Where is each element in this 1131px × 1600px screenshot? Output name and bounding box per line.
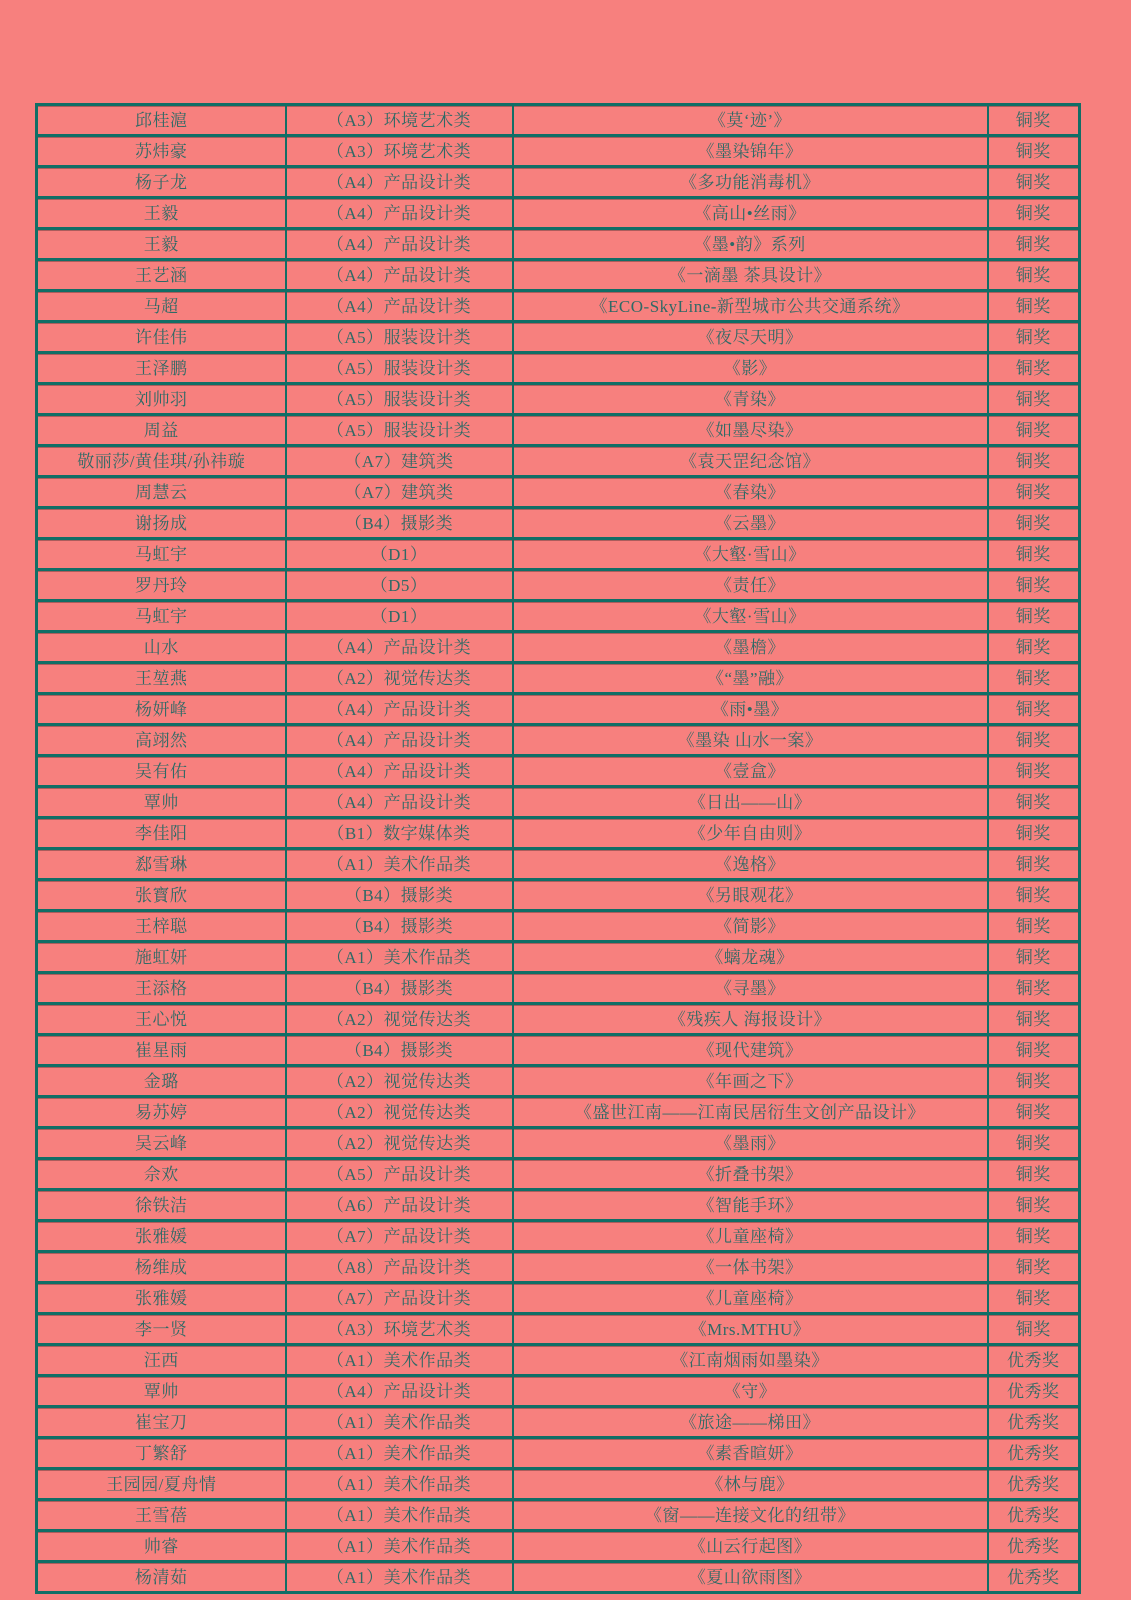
cell-name: 杨清茹 bbox=[37, 1562, 286, 1593]
cell-category: （B1）数字媒体类 bbox=[286, 818, 513, 849]
cell-name: 邱桂滬 bbox=[37, 105, 286, 136]
cell-award: 优秀奖 bbox=[988, 1376, 1080, 1407]
cell-category: （A2）视觉传达类 bbox=[286, 1066, 513, 1097]
cell-award: 优秀奖 bbox=[988, 1438, 1080, 1469]
cell-award: 铜奖 bbox=[988, 663, 1080, 694]
cell-award: 铜奖 bbox=[988, 1097, 1080, 1128]
table-row bbox=[37, 663, 1080, 694]
cell-name: 李佳阳 bbox=[37, 818, 286, 849]
cell-name: 张寳欣 bbox=[37, 880, 286, 911]
awards-table bbox=[35, 103, 1081, 1594]
cell-name: 吴云峰 bbox=[37, 1128, 286, 1159]
cell-category: （A1）美术作品类 bbox=[286, 1438, 513, 1469]
cell-category: （A1）美术作品类 bbox=[286, 849, 513, 880]
table-row bbox=[37, 880, 1080, 911]
cell-award: 铜奖 bbox=[988, 508, 1080, 539]
table-row bbox=[37, 725, 1080, 756]
cell-name: 王毅 bbox=[37, 198, 286, 229]
cell-category: （A3）环境艺术类 bbox=[286, 136, 513, 167]
cell-category: （A7）建筑类 bbox=[286, 446, 513, 477]
table-row bbox=[37, 756, 1080, 787]
cell-category: （A1）美术作品类 bbox=[286, 1562, 513, 1593]
cell-work: 《影》 bbox=[513, 353, 988, 384]
cell-category: （A5）服装设计类 bbox=[286, 322, 513, 353]
table-row bbox=[37, 1345, 1080, 1376]
cell-work: 《守》 bbox=[513, 1376, 988, 1407]
cell-work: 《“墨”融》 bbox=[513, 663, 988, 694]
table-row bbox=[37, 849, 1080, 880]
cell-award: 优秀奖 bbox=[988, 1500, 1080, 1531]
table-row bbox=[37, 105, 1080, 136]
cell-award: 铜奖 bbox=[988, 353, 1080, 384]
table-row bbox=[37, 694, 1080, 725]
cell-work: 《云墨》 bbox=[513, 508, 988, 539]
cell-work: 《螭龙魂》 bbox=[513, 942, 988, 973]
table-row bbox=[37, 1035, 1080, 1066]
table-row bbox=[37, 1004, 1080, 1035]
cell-work: 《墨檐》 bbox=[513, 632, 988, 663]
cell-category: （A4）产品设计类 bbox=[286, 260, 513, 291]
table-row bbox=[37, 818, 1080, 849]
cell-award: 铜奖 bbox=[988, 756, 1080, 787]
table-row bbox=[37, 1283, 1080, 1314]
table-row bbox=[37, 1190, 1080, 1221]
cell-name: 王梓聪 bbox=[37, 911, 286, 942]
cell-name: 金璐 bbox=[37, 1066, 286, 1097]
cell-category: （A4）产品设计类 bbox=[286, 291, 513, 322]
table-row bbox=[37, 1531, 1080, 1562]
cell-award: 铜奖 bbox=[988, 570, 1080, 601]
cell-category: （A7）产品设计类 bbox=[286, 1283, 513, 1314]
cell-award: 铜奖 bbox=[988, 105, 1080, 136]
cell-category: （D1） bbox=[286, 601, 513, 632]
cell-work: 《大壑·雪山》 bbox=[513, 601, 988, 632]
cell-work: 《年画之下》 bbox=[513, 1066, 988, 1097]
cell-work: 《旅途——梯田》 bbox=[513, 1407, 988, 1438]
cell-award: 铜奖 bbox=[988, 911, 1080, 942]
table-row bbox=[37, 198, 1080, 229]
cell-award: 铜奖 bbox=[988, 446, 1080, 477]
cell-work: 《逸格》 bbox=[513, 849, 988, 880]
table-row bbox=[37, 1500, 1080, 1531]
cell-name: 周慧云 bbox=[37, 477, 286, 508]
cell-name: 杨妍峰 bbox=[37, 694, 286, 725]
table-row bbox=[37, 167, 1080, 198]
cell-category: （D1） bbox=[286, 539, 513, 570]
cell-category: （B4）摄影类 bbox=[286, 508, 513, 539]
table-row bbox=[37, 1252, 1080, 1283]
cell-award: 优秀奖 bbox=[988, 1562, 1080, 1593]
table-row bbox=[37, 1562, 1080, 1593]
cell-award: 铜奖 bbox=[988, 229, 1080, 260]
table-row bbox=[37, 446, 1080, 477]
cell-award: 优秀奖 bbox=[988, 1469, 1080, 1500]
cell-work: 《大壑·雪山》 bbox=[513, 539, 988, 570]
cell-work: 《江南烟雨如墨染》 bbox=[513, 1345, 988, 1376]
table-row bbox=[37, 570, 1080, 601]
cell-name: 王心悦 bbox=[37, 1004, 286, 1035]
cell-name: 覃帅 bbox=[37, 787, 286, 818]
cell-category: （A1）美术作品类 bbox=[286, 1345, 513, 1376]
cell-category: （B4）摄影类 bbox=[286, 973, 513, 1004]
cell-name: 崔星雨 bbox=[37, 1035, 286, 1066]
cell-name: 丁繁舒 bbox=[37, 1438, 286, 1469]
cell-work: 《智能手环》 bbox=[513, 1190, 988, 1221]
cell-name: 杨子龙 bbox=[37, 167, 286, 198]
table-row bbox=[37, 384, 1080, 415]
cell-category: （A4）产品设计类 bbox=[286, 1376, 513, 1407]
cell-name: 罗丹玲 bbox=[37, 570, 286, 601]
cell-category: （A5）服装设计类 bbox=[286, 415, 513, 446]
cell-award: 铜奖 bbox=[988, 601, 1080, 632]
cell-category: （A1）美术作品类 bbox=[286, 942, 513, 973]
cell-award: 铜奖 bbox=[988, 632, 1080, 663]
cell-category: （A1）美术作品类 bbox=[286, 1500, 513, 1531]
cell-name: 李一贤 bbox=[37, 1314, 286, 1345]
cell-category: （A4）产品设计类 bbox=[286, 725, 513, 756]
cell-work: 《青染》 bbox=[513, 384, 988, 415]
cell-name: 敬丽莎/黄佳琪/孙祎璇 bbox=[37, 446, 286, 477]
cell-work: 《袁天罡纪念馆》 bbox=[513, 446, 988, 477]
table-row bbox=[37, 1314, 1080, 1345]
cell-name: 佘欢 bbox=[37, 1159, 286, 1190]
cell-work: 《夏山欲雨图》 bbox=[513, 1562, 988, 1593]
table-row bbox=[37, 136, 1080, 167]
cell-category: （A4）产品设计类 bbox=[286, 756, 513, 787]
cell-category: （A7）产品设计类 bbox=[286, 1221, 513, 1252]
cell-category: （A4）产品设计类 bbox=[286, 167, 513, 198]
cell-category: （A1）美术作品类 bbox=[286, 1531, 513, 1562]
table-row bbox=[37, 1438, 1080, 1469]
cell-category: （A4）产品设计类 bbox=[286, 787, 513, 818]
cell-category: （A5）产品设计类 bbox=[286, 1159, 513, 1190]
cell-name: 山水 bbox=[37, 632, 286, 663]
cell-award: 铜奖 bbox=[988, 539, 1080, 570]
table-row bbox=[37, 1221, 1080, 1252]
cell-name: 王毅 bbox=[37, 229, 286, 260]
cell-work: 《一体书架》 bbox=[513, 1252, 988, 1283]
cell-work: 《Mrs.MTHU》 bbox=[513, 1314, 988, 1345]
cell-category: （A5）服装设计类 bbox=[286, 353, 513, 384]
cell-award: 铜奖 bbox=[988, 136, 1080, 167]
cell-work: 《折叠书架》 bbox=[513, 1159, 988, 1190]
cell-award: 铜奖 bbox=[988, 942, 1080, 973]
cell-award: 铜奖 bbox=[988, 477, 1080, 508]
cell-work: 《少年自由则》 bbox=[513, 818, 988, 849]
cell-category: （A6）产品设计类 bbox=[286, 1190, 513, 1221]
cell-work: 《残疾人 海报设计》 bbox=[513, 1004, 988, 1035]
cell-work: 《墨染 山水一案》 bbox=[513, 725, 988, 756]
cell-category: （A4）产品设计类 bbox=[286, 632, 513, 663]
cell-award: 铜奖 bbox=[988, 384, 1080, 415]
cell-work: 《现代建筑》 bbox=[513, 1035, 988, 1066]
cell-work: 《一滴墨 茶具设计》 bbox=[513, 260, 988, 291]
cell-category: （A7）建筑类 bbox=[286, 477, 513, 508]
cell-work: 《素香暄妍》 bbox=[513, 1438, 988, 1469]
cell-work: 《窗——连接文化的纽带》 bbox=[513, 1500, 988, 1531]
cell-work: 《儿童座椅》 bbox=[513, 1221, 988, 1252]
cell-category: （A2）视觉传达类 bbox=[286, 1128, 513, 1159]
cell-name: 郄雪琳 bbox=[37, 849, 286, 880]
cell-award: 铜奖 bbox=[988, 849, 1080, 880]
cell-award: 铜奖 bbox=[988, 725, 1080, 756]
cell-name: 马超 bbox=[37, 291, 286, 322]
cell-work: 《日出——山》 bbox=[513, 787, 988, 818]
cell-name: 崔宝刀 bbox=[37, 1407, 286, 1438]
cell-name: 刘帅羽 bbox=[37, 384, 286, 415]
table-row bbox=[37, 477, 1080, 508]
cell-work: 《责任》 bbox=[513, 570, 988, 601]
table-row bbox=[37, 1376, 1080, 1407]
cell-work: 《如墨尽染》 bbox=[513, 415, 988, 446]
cell-work: 《雨•墨》 bbox=[513, 694, 988, 725]
cell-category: （B4）摄影类 bbox=[286, 880, 513, 911]
cell-name: 张雅媛 bbox=[37, 1283, 286, 1314]
cell-award: 铜奖 bbox=[988, 1035, 1080, 1066]
cell-work: 《春染》 bbox=[513, 477, 988, 508]
cell-award: 铜奖 bbox=[988, 322, 1080, 353]
table-row bbox=[37, 942, 1080, 973]
cell-name: 马虹宇 bbox=[37, 539, 286, 570]
table-row bbox=[37, 415, 1080, 446]
cell-work: 《壹盒》 bbox=[513, 756, 988, 787]
cell-award: 铜奖 bbox=[988, 694, 1080, 725]
cell-award: 铜奖 bbox=[988, 1252, 1080, 1283]
table-row bbox=[37, 322, 1080, 353]
cell-work: 《ECO-SkyLine-新型城市公共交通系统》 bbox=[513, 291, 988, 322]
cell-category: （A2）视觉传达类 bbox=[286, 1004, 513, 1035]
cell-name: 吴有佑 bbox=[37, 756, 286, 787]
cell-name: 王雪蓓 bbox=[37, 1500, 286, 1531]
table-row bbox=[37, 787, 1080, 818]
cell-name: 马虹宇 bbox=[37, 601, 286, 632]
cell-category: （B4）摄影类 bbox=[286, 1035, 513, 1066]
cell-award: 铜奖 bbox=[988, 167, 1080, 198]
cell-name: 王添格 bbox=[37, 973, 286, 1004]
cell-work: 《高山•丝雨》 bbox=[513, 198, 988, 229]
cell-category: （A1）美术作品类 bbox=[286, 1407, 513, 1438]
cell-name: 杨维成 bbox=[37, 1252, 286, 1283]
cell-award: 铜奖 bbox=[988, 1283, 1080, 1314]
cell-name: 帅睿 bbox=[37, 1531, 286, 1562]
cell-name: 苏炜豪 bbox=[37, 136, 286, 167]
table-row bbox=[37, 973, 1080, 1004]
cell-category: （D5） bbox=[286, 570, 513, 601]
table-row bbox=[37, 508, 1080, 539]
cell-work: 《简影》 bbox=[513, 911, 988, 942]
cell-name: 施虹妍 bbox=[37, 942, 286, 973]
cell-award: 铜奖 bbox=[988, 291, 1080, 322]
cell-work: 《莫‘迹’》 bbox=[513, 105, 988, 136]
cell-award: 优秀奖 bbox=[988, 1531, 1080, 1562]
cell-category: （A2）视觉传达类 bbox=[286, 663, 513, 694]
cell-category: （A5）服装设计类 bbox=[286, 384, 513, 415]
cell-name: 徐铁洁 bbox=[37, 1190, 286, 1221]
cell-award: 铜奖 bbox=[988, 973, 1080, 1004]
cell-award: 铜奖 bbox=[988, 1066, 1080, 1097]
table-row bbox=[37, 632, 1080, 663]
table-row bbox=[37, 1066, 1080, 1097]
cell-category: （A8）产品设计类 bbox=[286, 1252, 513, 1283]
table-row bbox=[37, 1128, 1080, 1159]
cell-award: 铜奖 bbox=[988, 260, 1080, 291]
awards-table-body bbox=[37, 105, 1080, 1593]
table-row bbox=[37, 229, 1080, 260]
cell-category: （A2）视觉传达类 bbox=[286, 1097, 513, 1128]
cell-work: 《寻墨》 bbox=[513, 973, 988, 1004]
table-row bbox=[37, 601, 1080, 632]
cell-category: （A4）产品设计类 bbox=[286, 694, 513, 725]
cell-category: （B4）摄影类 bbox=[286, 911, 513, 942]
cell-award: 铜奖 bbox=[988, 1314, 1080, 1345]
cell-award: 优秀奖 bbox=[988, 1407, 1080, 1438]
cell-work: 《儿童座椅》 bbox=[513, 1283, 988, 1314]
cell-name: 王泽鹏 bbox=[37, 353, 286, 384]
cell-work: 《盛世江南——江南民居衍生文创产品设计》 bbox=[513, 1097, 988, 1128]
table-row bbox=[37, 539, 1080, 570]
cell-work: 《墨雨》 bbox=[513, 1128, 988, 1159]
table-row bbox=[37, 1407, 1080, 1438]
cell-award: 铜奖 bbox=[988, 1128, 1080, 1159]
cell-category: （A4）产品设计类 bbox=[286, 229, 513, 260]
cell-name: 许佳伟 bbox=[37, 322, 286, 353]
cell-award: 铜奖 bbox=[988, 1221, 1080, 1252]
cell-award: 铜奖 bbox=[988, 1190, 1080, 1221]
cell-award: 铜奖 bbox=[988, 198, 1080, 229]
cell-award: 铜奖 bbox=[988, 787, 1080, 818]
cell-name: 高翊然 bbox=[37, 725, 286, 756]
cell-name: 王艺涵 bbox=[37, 260, 286, 291]
table-row bbox=[37, 1159, 1080, 1190]
cell-name: 谢扬成 bbox=[37, 508, 286, 539]
cell-award: 铜奖 bbox=[988, 1159, 1080, 1190]
cell-work: 《山云行起图》 bbox=[513, 1531, 988, 1562]
cell-category: （A4）产品设计类 bbox=[286, 198, 513, 229]
cell-name: 汪西 bbox=[37, 1345, 286, 1376]
table-row bbox=[37, 1097, 1080, 1128]
cell-category: （A3）环境艺术类 bbox=[286, 1314, 513, 1345]
table-row bbox=[37, 911, 1080, 942]
cell-work: 《夜尽天明》 bbox=[513, 322, 988, 353]
cell-award: 优秀奖 bbox=[988, 1345, 1080, 1376]
cell-category: （A1）美术作品类 bbox=[286, 1469, 513, 1500]
table-row bbox=[37, 1469, 1080, 1500]
cell-work: 《墨•韵》系列 bbox=[513, 229, 988, 260]
cell-work: 《墨染锦年》 bbox=[513, 136, 988, 167]
cell-award: 铜奖 bbox=[988, 1004, 1080, 1035]
cell-award: 铜奖 bbox=[988, 880, 1080, 911]
table-row bbox=[37, 353, 1080, 384]
cell-name: 王堃燕 bbox=[37, 663, 286, 694]
cell-name: 覃帅 bbox=[37, 1376, 286, 1407]
cell-category: （A3）环境艺术类 bbox=[286, 105, 513, 136]
cell-work: 《多功能消毒机》 bbox=[513, 167, 988, 198]
cell-work: 《林与鹿》 bbox=[513, 1469, 988, 1500]
cell-name: 张雅媛 bbox=[37, 1221, 286, 1252]
cell-work: 《另眼观花》 bbox=[513, 880, 988, 911]
cell-name: 王园园/夏舟情 bbox=[37, 1469, 286, 1500]
table-row bbox=[37, 291, 1080, 322]
table-row bbox=[37, 260, 1080, 291]
cell-name: 易苏婷 bbox=[37, 1097, 286, 1128]
cell-name: 周益 bbox=[37, 415, 286, 446]
cell-award: 铜奖 bbox=[988, 415, 1080, 446]
cell-award: 铜奖 bbox=[988, 818, 1080, 849]
